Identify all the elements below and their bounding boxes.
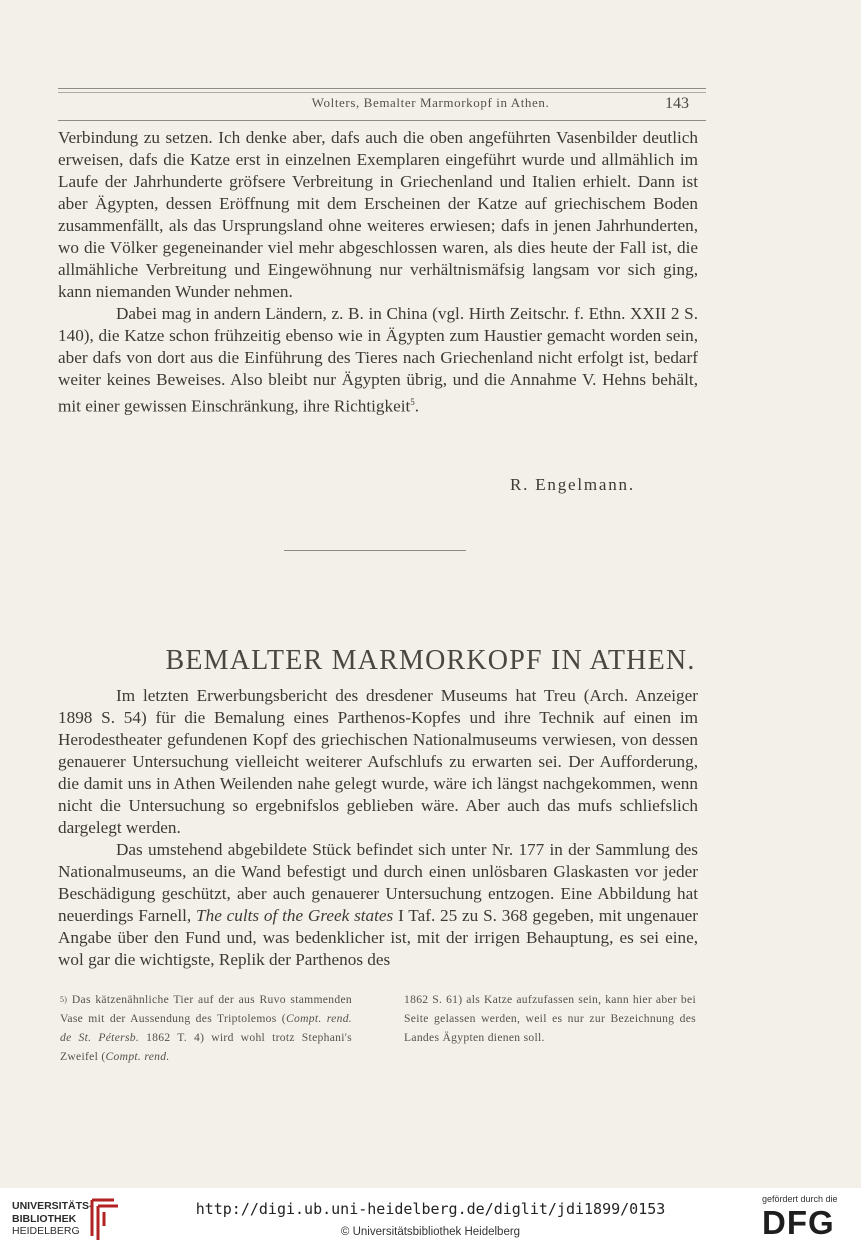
header-rule-top-2 [58,92,706,93]
article-title: BEMALTER MARMORKOPF IN ATHEN. [165,645,696,676]
funder-note: gefördert durch die [762,1194,838,1204]
running-title: Wolters, Bemalter Marmorkopf in Athen. [311,95,550,110]
library-name-line: UNIVERSITÄTS- [12,1200,93,1212]
footnote-ref[interactable]: 5 [410,397,415,407]
footnote-text [60,990,352,1066]
paragraph [58,839,698,971]
paragraph: Im letzten Erwerbungsbericht des dresdener Museums hat Treu (Arch. Anzeiger 1898 S. 54) für die Bemalung eines Parthenos-Kopfes und ihre Technik auf einen im Herodestheater gefundenen Kopf des griechischen Nationalmuseums verwiesen, von dessen genauerer Untersuchung vielleicht weiterer Aufschlufs zu erwarten sei. Der Aufforderung, die damit uns in Athen Weilenden nahe gelegt wurde, wäre ich längst nachgekommen, wenn nicht die Untersuchung so ergebnifslos geblieben wäre. Aber auch das mufs schliefslich dargelegt werden. [58,686,698,837]
library-name-line: BIBLIOTHEK [12,1212,77,1225]
header-rule-bottom [58,120,706,121]
footnote-citation: Compt. rend. [105,1050,170,1063]
footnote-marker: 5) [60,995,68,1004]
page-number: 143 [665,95,689,112]
paragraph-text-cont: I Taf. 25 zu S. 368 gegeben, mit ungenauer Angabe über den Fund und, was bedenklicher ist, mit der irrigen Behauptung, es sei eine, wol gar die wichtigste, Replik der Parthenos des [58,906,699,969]
paragraph-with-footnote-ref [58,303,698,418]
footnote-left-column [60,990,352,1066]
signature: R. Engelmann. [510,475,635,494]
footnote-part: 1862 T. 4) wird wohl trotz Stephani's Zweifel ( [60,1031,352,1063]
section-previous-article [58,127,698,418]
footnote-citation: Compt. rend. de St. Pétersb. [60,1012,352,1044]
permalink-url[interactable]: http://digi.ub.uni-heidelberg.de/diglit/jdi1899/0153 [195,1200,666,1218]
footnote-part: Das kätzenähnliche Tier auf der aus Ruvo stammenden Vase mit der Aussendung des Triptolemos ( [60,993,352,1025]
paragraph-end: . [414,396,420,416]
paragraph: Verbindung zu setzen. Ich denke aber, dafs auch die oben angeführten Vasenbilder deutlich erweisen, dafs die Katze erst in einzelnen Exemplaren eingeführt wurde und allmählich im Laufe der Jahrhunderte gröfsere Verbreitung in Griechenland und Italien erhielt. Dann ist aber Ägypten, dessen Eröffnung mit dem Erscheinen der Katze auf griechischem Boden zusammenfällt, als das Ursprungsland ohne weiteres erwiesen; dafs in jenen Jahrhunderten, wo die Völker gegeneinander viel mehr abgeschlossen waren, als dies heute der Fall ist, die allmähliche Verbreitung und Eingewöhnung nur verhältnismäfsig langsam vor sich ging, kann niemanden Wunder nehmen. [58,128,698,301]
header-rule-top [58,88,706,89]
section-divider [284,550,466,551]
paragraph-text: Das umstehend abgebildete Stück befindet sich unter Nr. 177 in der Sammlung des Nationalmuseums, an die Wand befestigt und durch einen unlösbaren Glaskasten vor jeder Beschädigung geschützt, aber auch genauerer Untersuchung entzogen. Eine Abbildung hat neuerdings Farnell, [58,840,698,925]
footnote-text: 1862 S. 61) als Katze aufzufassen sein, kann hier aber bei Seite gelassen werden, weil es nur zur Bezeichnung des Landes Ägypten dienen soll. [404,993,696,1044]
cited-title: The cults of the Greek states [196,906,394,925]
article-body [58,685,698,971]
paragraph-text: Dabei mag in andern Ländern, z. B. in China (vgl. Hirth Zeitschr. f. Ethn. XXII 2 S. 140), die Katze schon frühzeitig ebenso wie in Ägypten zum Haustier gemacht worden sein, aber dafs von dort aus die Einführung des Tieres nach Griechenland nicht erfolgt ist, bedarf weiter keines Beweises. Also bleibt nur Ägypten übrig, und die Annahme V. Hehns behält, mit einer gewissen Einschränkung, ihre Richtigkeit [58,304,698,416]
library-name-line: HEIDELBERG [12,1225,80,1237]
digitization-footer [0,1188,861,1249]
footnote-right-column [404,990,696,1047]
dfg-logo[interactable]: DFG [762,1204,835,1241]
copyright-notice: © Universitätsbibliothek Heidelberg [340,1226,521,1238]
